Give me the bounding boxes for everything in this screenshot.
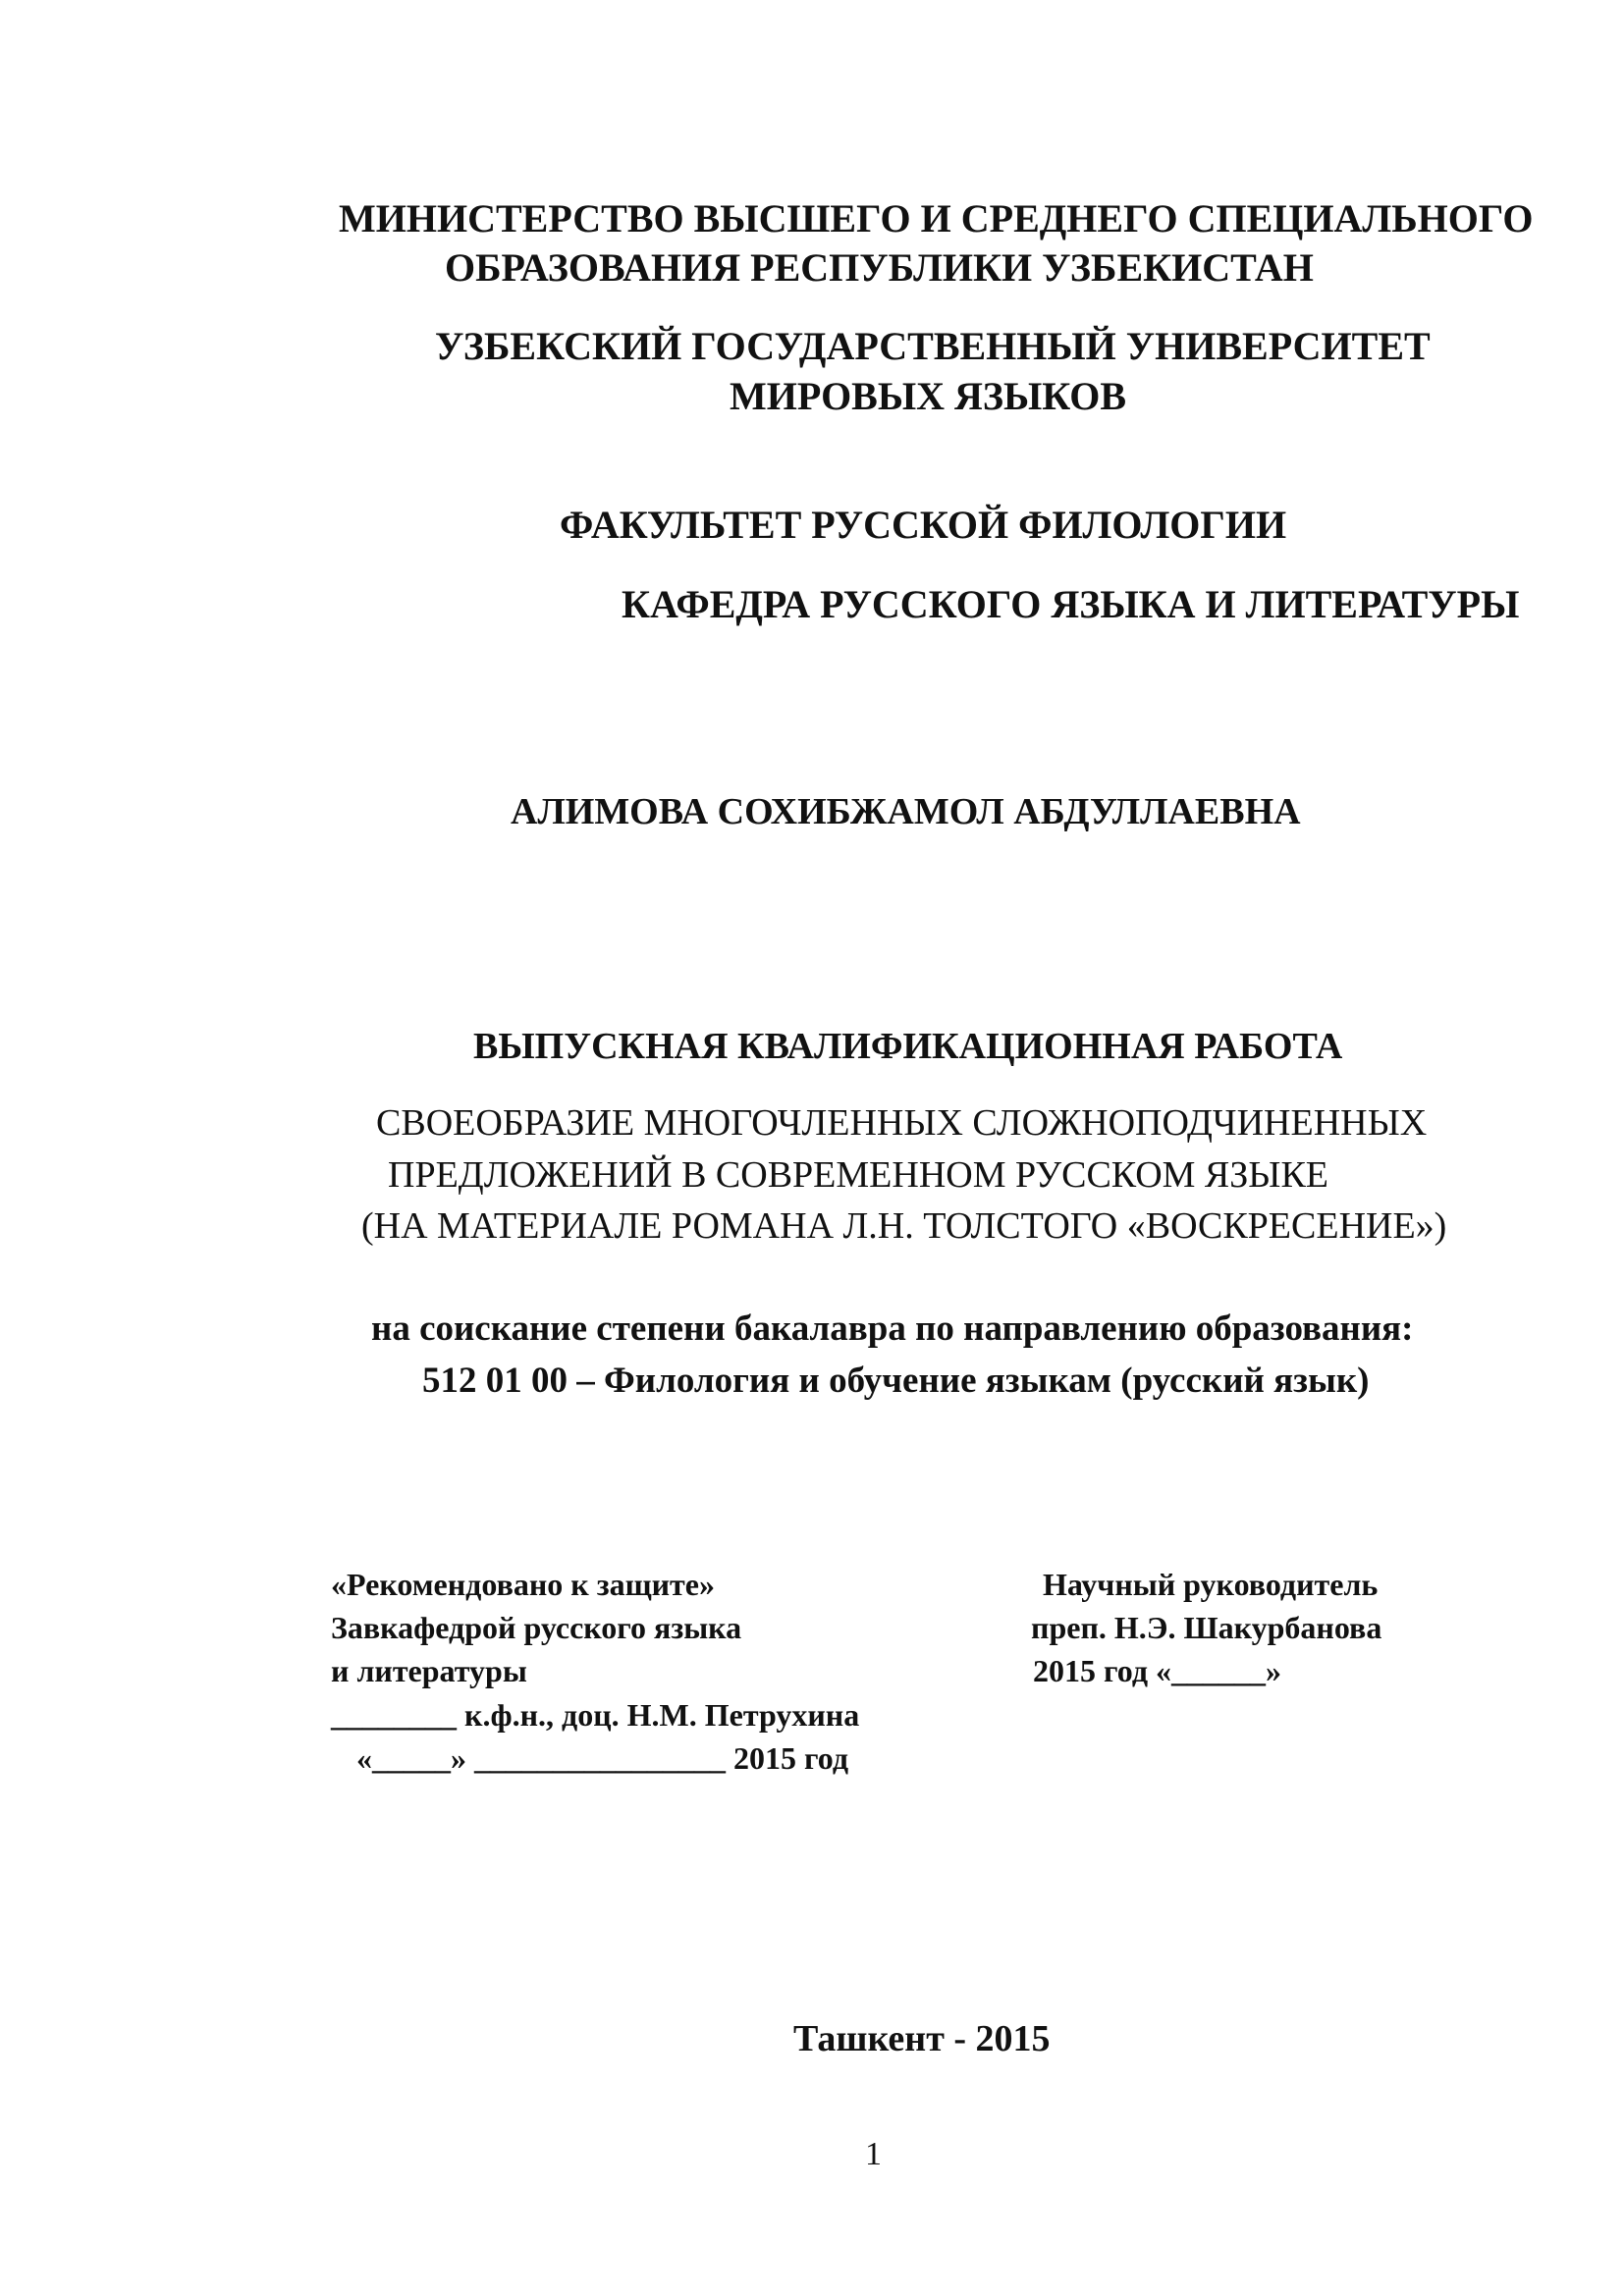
page-number: 1 [865, 2136, 882, 2172]
recommended-line-5: «_____» ________________ 2015 год [356, 1740, 848, 1776]
city-year: Ташкент - 2015 [793, 2018, 1051, 2059]
degree-line-2: 512 01 00 – Филология и обучение языкам (русский язык) [422, 1361, 1370, 1401]
topic-line-2: ПРЕДЛОЖЕНИЙ В СОВРЕМЕННОМ РУССКОМ ЯЗЫКЕ [388, 1154, 1328, 1196]
recommended-line-2: Завкафедрой русского языка [331, 1610, 742, 1645]
supervisor-line-1: Научный руководитель [1043, 1567, 1379, 1602]
topic-line-1: СВОЕОБРАЗИЕ МНОГОЧЛЕННЫХ СЛОЖНОПОДЧИНЕННЫХ [376, 1102, 1428, 1144]
ministry-line-2: ОБРАЗОВАНИЯ РЕСПУБЛИКИ УЗБЕКИСТАН [445, 245, 1314, 290]
faculty-name: ФАКУЛЬТЕТ РУССКОЙ ФИЛОЛОГИИ [560, 503, 1287, 547]
supervisor-line-3: 2015 год «______» [1033, 1653, 1281, 1688]
department-name: КАФЕДРА РУССКОГО ЯЗЫКА И ЛИТЕРАТУРЫ [622, 582, 1520, 626]
degree-line-1: на соискание степени бакалавра по направлению образования: [371, 1308, 1414, 1349]
ministry-line-1: МИНИСТЕРСТВО ВЫСШЕГО И СРЕДНЕГО СПЕЦИАЛЬНОГО [339, 196, 1534, 240]
university-line-1: УЗБЕКСКИЙ ГОСУДАРСТВЕННЫЙ УНИВЕРСИТЕТ [435, 324, 1431, 368]
work-type: ВЫПУСКНАЯ КВАЛИФИКАЦИОННАЯ РАБОТА [473, 1026, 1343, 1067]
supervisor-line-2: преп. Н.Э. Шакурбанова [1031, 1610, 1382, 1645]
recommended-line-4: ________ к.ф.н., доц. Н.М. Петрухина [331, 1697, 860, 1733]
university-line-2: МИРОВЫХ ЯЗЫКОВ [730, 374, 1127, 418]
topic-line-3: (НА МАТЕРИАЛЕ РОМАНА Л.Н. ТОЛСТОГО «ВОСКРЕСЕНИЕ») [361, 1205, 1447, 1247]
recommended-line-1: «Рекомендовано к защите» [331, 1567, 715, 1602]
author-name: АЛИМОВА СОХИБЖАМОЛ АБДУЛЛАЕВНА [511, 791, 1301, 832]
recommended-line-3: и литературы [331, 1653, 527, 1688]
